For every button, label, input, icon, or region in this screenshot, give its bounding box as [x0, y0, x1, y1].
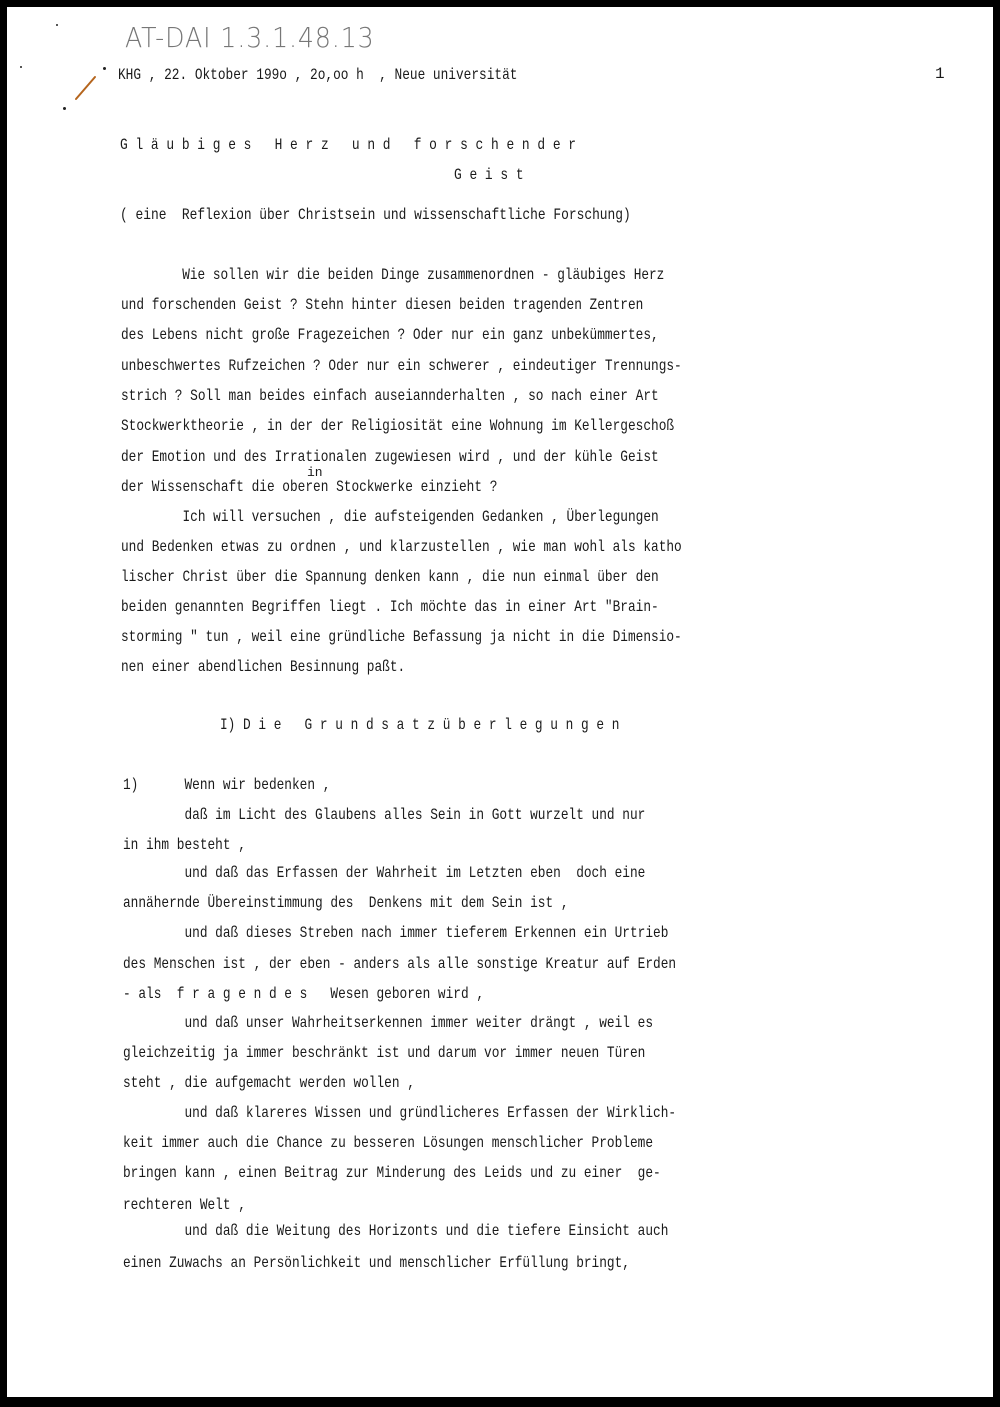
title-line-2: G e i s t	[454, 166, 524, 184]
text-line: und daß dieses Streben nach immer tieferem Erkennen ein Urtrieb	[123, 924, 669, 942]
title-line-1: G l ä u b i g e s H e r z u n d f o r s c h e n d e r	[120, 136, 577, 154]
section-heading: I) D i e G r u n d s a t z ü b e r l e g u n g e n	[220, 716, 620, 734]
page-number: 1	[935, 65, 945, 83]
handwritten-insertion: in	[307, 465, 323, 480]
subtitle: ( eine Reflexion über Christsein und wissenschaftliche Forschung)	[120, 206, 631, 224]
text-line: und Bedenken etwas zu ordnen , und klarzustellen , wie man wohl als katho	[121, 538, 682, 556]
text-line: keit immer auch die Chance zu besseren Lösungen menschlicher Probleme	[123, 1134, 654, 1152]
text-line: einen Zuwachs an Persönlichkeit und menschlicher Erfüllung bringt,	[123, 1254, 630, 1272]
text-line: Stockwerktheorie , in der der Religiosität eine Wohnung im Kellergeschoß	[121, 417, 675, 435]
stray-mark	[56, 24, 58, 26]
text-line: 1) Wenn wir bedenken ,	[123, 776, 331, 794]
text-line: storming " tun , weil eine gründliche Befassung ja nicht in die Dimensio-	[121, 628, 682, 646]
text-line: des Menschen ist , der eben - anders als alle sonstige Kreatur auf Erden	[123, 955, 677, 973]
text-line: beiden genannten Begriffen liegt . Ich möchte das in einer Art "Brain-	[121, 598, 659, 616]
text-line: gleichzeitig ja immer beschränkt ist und darum vor immer neuen Türen	[123, 1044, 646, 1062]
text-line: rechteren Welt ,	[123, 1196, 246, 1214]
text-line: und daß die Weitung des Horizonts und die tiefere Einsicht auch	[123, 1222, 669, 1240]
text-line: bringen kann , einen Beitrag zur Minderung des Leids und zu einer ge-	[123, 1164, 661, 1182]
text-line: strich ? Soll man beides einfach auseiannderhalten , so nach einer Art	[121, 387, 659, 405]
text-line: des Lebens nicht große Fragezeichen ? Oder nur ein ganz unbekümmertes,	[121, 326, 659, 344]
text-line: und forschenden Geist ? Stehn hinter diesen beiden tragenden Zentren	[121, 296, 644, 314]
text-line: und daß das Erfassen der Wahrheit im Letzten eben doch eine	[123, 864, 646, 882]
text-line: der Emotion und des Irrationalen zugewiesen wird , und der kühle Geist	[121, 448, 659, 466]
text-line: und daß unser Wahrheitserkennen immer weiter drängt , weil es	[123, 1014, 654, 1032]
stray-mark	[63, 107, 66, 110]
text-line: Ich will versuchen , die aufsteigenden Gedanken , Überlegungen	[121, 508, 659, 526]
text-line: Wie sollen wir die beiden Dinge zusammenordnen - gläubiges Herz	[121, 266, 665, 284]
text-line: nen einer abendlichen Besinnung paßt.	[121, 658, 406, 676]
text-line: steht , die aufgemacht werden wollen ,	[123, 1074, 415, 1092]
orange-pen-mark	[67, 69, 107, 109]
text-line: unbeschwertes Rufzeichen ? Oder nur ein schwerer , eindeutiger Trennungs-	[121, 357, 682, 375]
archive-signature: AT-DAI 1.3.1.48.13	[125, 21, 375, 54]
document-page	[7, 7, 993, 1397]
stray-mark	[20, 66, 22, 68]
text-line: lischer Christ über die Spannung denken kann , die nun einmal über den	[121, 568, 659, 586]
text-line: annähernde Übereinstimmung des Denkens mit dem Sein ist ,	[123, 894, 569, 912]
text-line: in ihm besteht ,	[123, 836, 246, 854]
document-header: KHG , 22. Oktober 199o , 2o,oo h , Neue universität	[118, 66, 518, 84]
text-line: und daß klareres Wissen und gründlicheres Erfassen der Wirklich-	[123, 1104, 677, 1122]
text-line: daß im Licht des Glaubens alles Sein in Gott wurzelt und nur	[123, 806, 646, 824]
text-line: - als f r a g e n d e s Wesen geboren wird ,	[123, 985, 485, 1003]
text-line: der Wissenschaft die oberen Stockwerke einzieht ?	[121, 478, 498, 496]
